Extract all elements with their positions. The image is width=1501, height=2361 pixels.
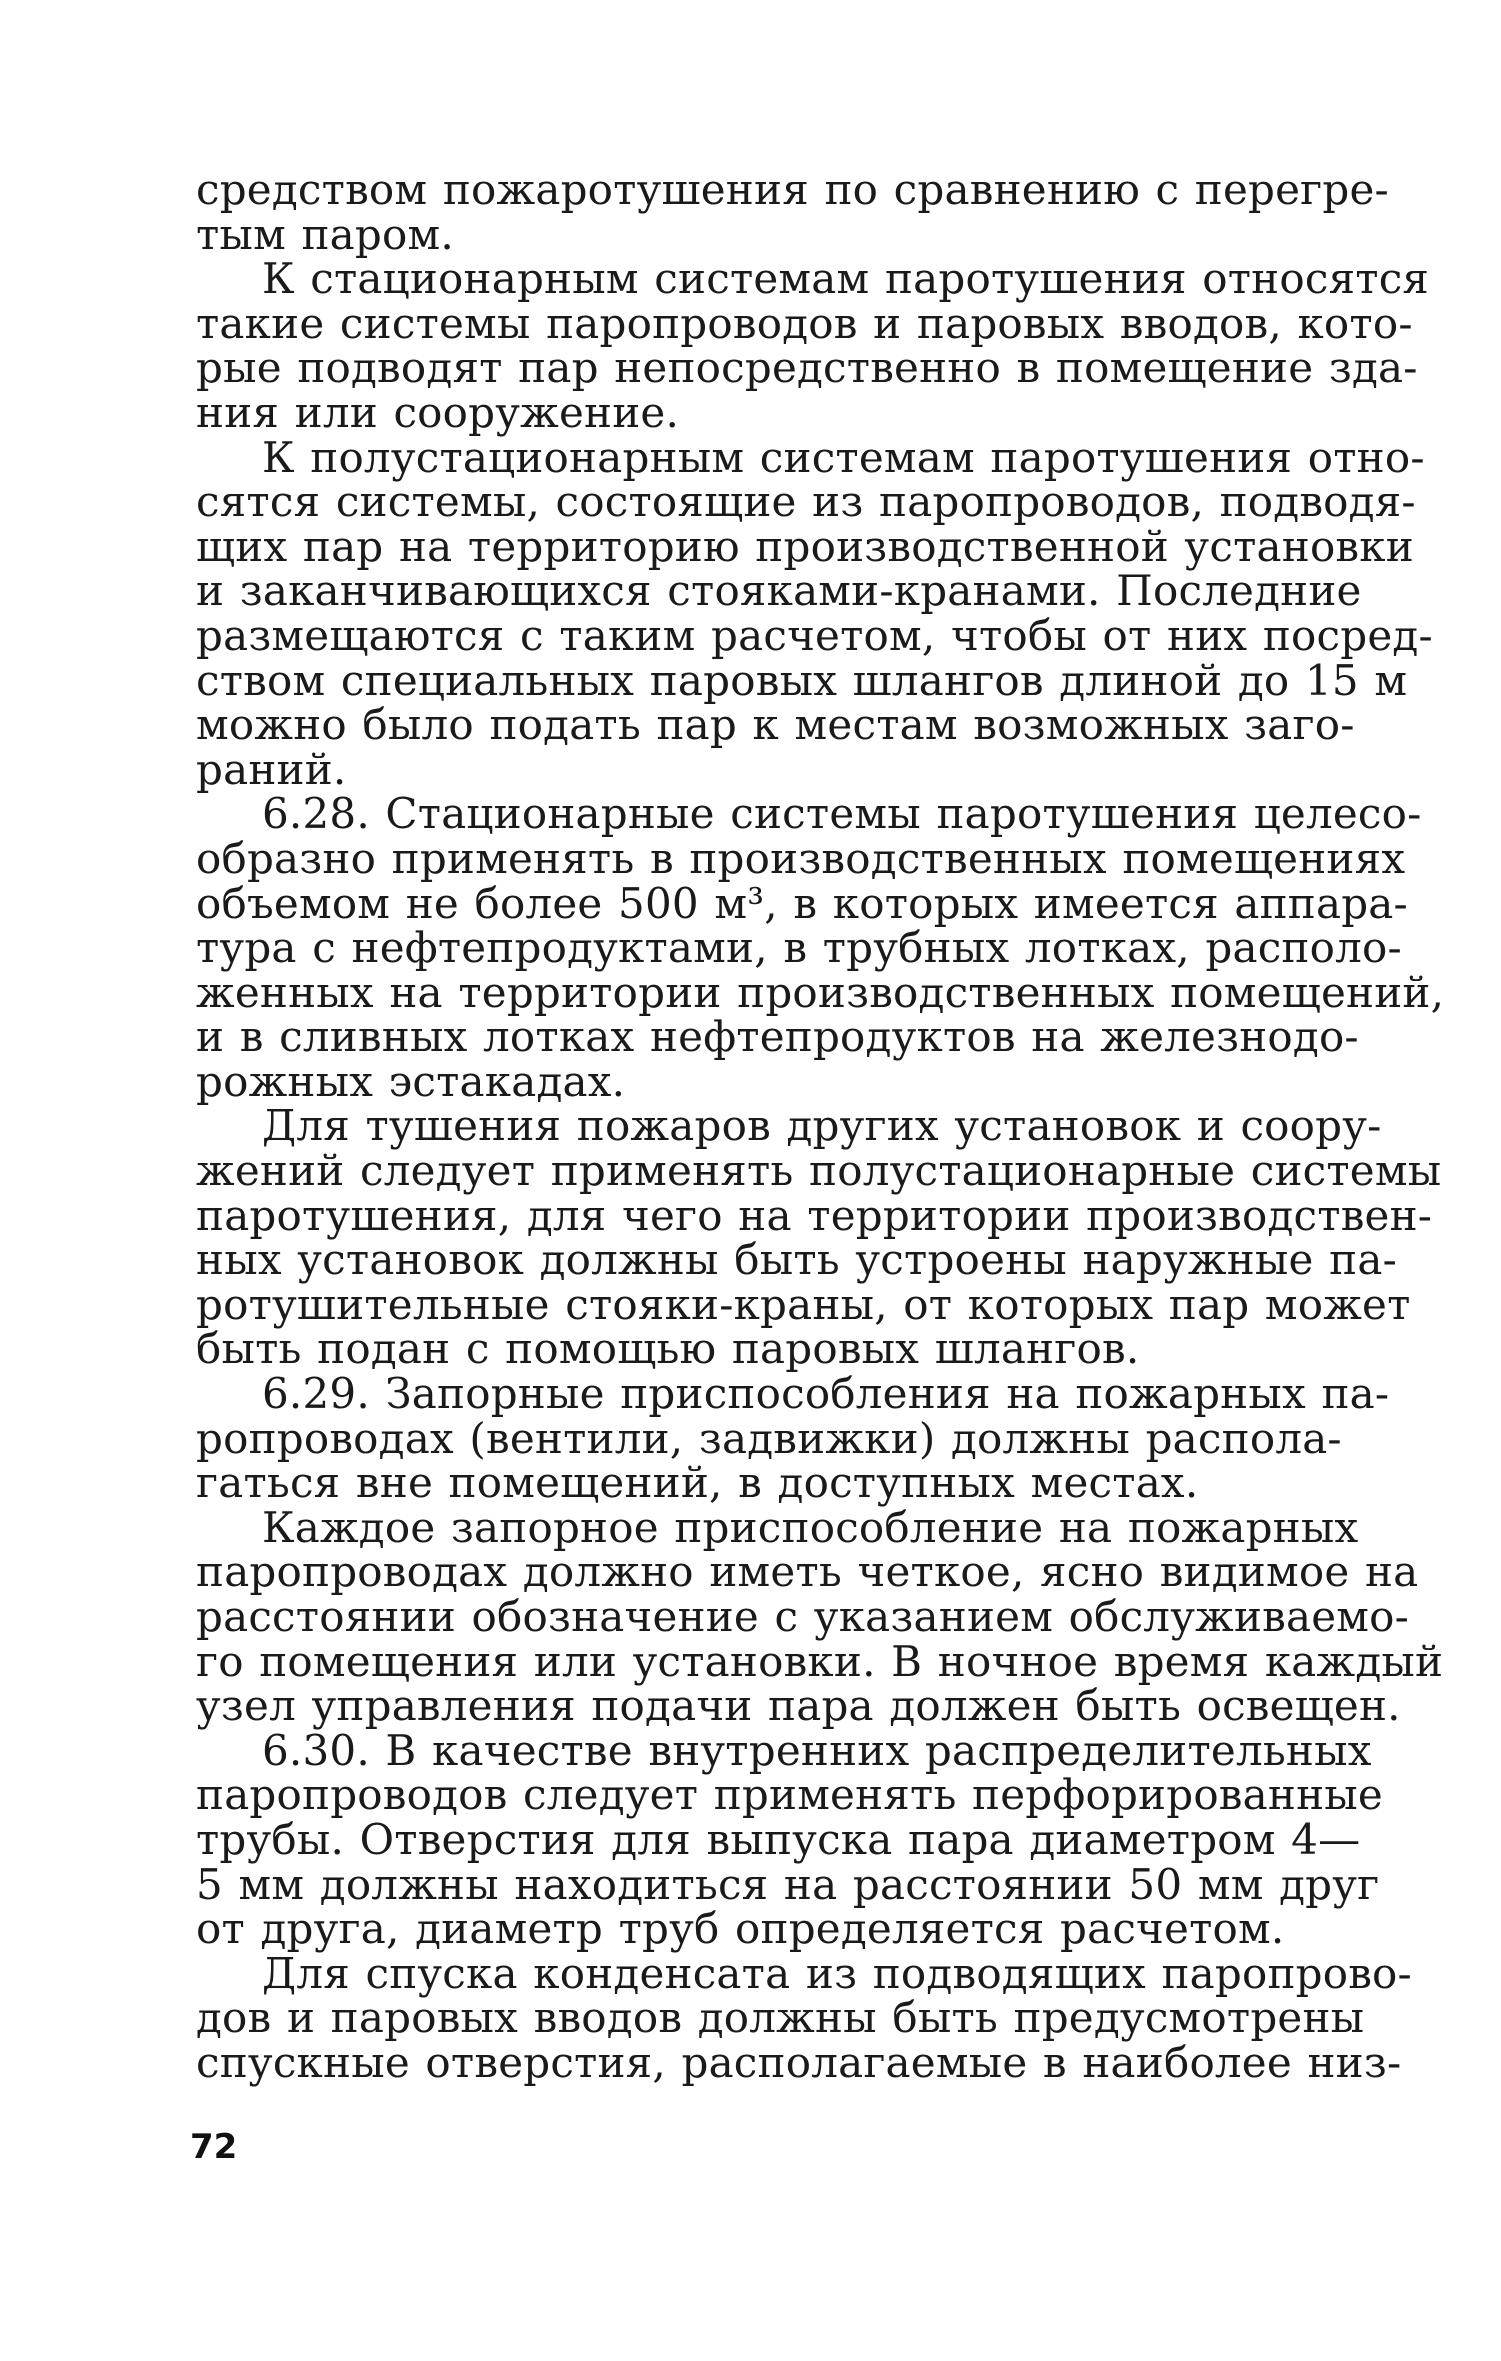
text-line: Для тушения пожаров других установок и соору- [262,1101,1382,1151]
text-line: объемом не более 500 м³, в которых имеется аппара- [196,878,1408,928]
paragraph [196,165,1389,259]
text-line: 6.29. Запорные приспособления на пожарных па- [262,1369,1390,1419]
paragraph [196,1948,1412,2087]
paragraph [196,432,1433,794]
page-body [196,165,1445,2087]
text-line: К полустационарным системам паротушения отно- [262,432,1425,482]
paragraph [196,1725,1383,1954]
text-line: тым паром. [196,209,454,259]
text-line: рые подводят пар непосредственно в помещение зда- [196,343,1418,393]
text-line: паропроводах должно иметь четкое, ясно видимое на [196,1547,1419,1597]
page-number: 72 [190,2127,238,2167]
text-line: раний. [196,744,347,794]
text-line: и заканчивающихся стояками-кранами. Последние [196,566,1362,616]
paragraph [196,1369,1390,1508]
text-line: тура с нефтепродуктами, в трубных лотках, располо- [196,923,1402,973]
text-line: дов и паровых вводов должны быть предусмотрены [196,1993,1365,2043]
text-line: женных на территории производственных помещений, [196,967,1445,1017]
text-line: размещаются с таким расчетом, чтобы от них посред- [196,610,1433,660]
text-line: образно применять в производственных помещениях [196,833,1406,883]
text-line: 5 мм должны находиться на расстоянии 50 мм друг [196,1859,1380,1909]
text-line: ных установок должны быть устроены наружные па- [196,1235,1397,1285]
text-line: гаться вне помещений, в доступных местах. [196,1458,1199,1508]
text-line: Для спуска конденсата из подводящих паропрово- [262,1948,1412,1998]
paragraph [196,789,1445,1106]
text-line: паропроводов следует применять перфорированные [196,1770,1383,1820]
text-line: можно было подать пар к местам возможных заго- [196,700,1355,750]
paragraph [196,1101,1442,1374]
text-line: жений следует применять полустационарные системы [196,1146,1442,1196]
text-line: быть подан с помощью паровых шлангов. [196,1324,1140,1374]
text-line: К стационарным системам паротушения относятся [262,254,1430,304]
text-line: и в сливных лотках нефтепродуктов на железнодо- [196,1012,1359,1062]
text-line: сятся системы, состоящие из паропроводов, подводя- [196,477,1416,527]
text-line: такие системы паропроводов и паровых вводов, кото- [196,298,1413,348]
text-line: ния или сооружение. [196,387,680,437]
text-line: спускные отверстия, располагаемые в наиболее низ- [196,2037,1402,2087]
text-line: 6.28. Стационарные системы паротушения целесо- [262,789,1422,839]
text-line: от друга, диаметр труб определяется расчетом. [196,1904,1285,1954]
text-line: 6.30. В качестве внутренних распределительных [262,1725,1372,1775]
text-line: паротушения, для чего на территории производствен- [196,1190,1433,1240]
text-line: узел управления подачи пара должен быть освещен. [196,1681,1401,1731]
paragraph [196,1502,1444,1731]
text-line: трубы. Отверстия для выпуска пара диаметром 4— [196,1814,1361,1864]
text-line: ротушительные стояки-краны, от которых пар может [196,1279,1411,1329]
text-line: Каждое запорное приспособление на пожарных [262,1502,1359,1552]
text-line: ством специальных паровых шлангов длиной до 15 м [196,655,1408,705]
text-line: щих пар на территорию производственной установки [196,521,1414,571]
text-line: расстоянии обозначение с указанием обслуживаемо- [196,1592,1410,1641]
text-line: рожных эстакадах. [196,1056,626,1106]
text-line: средством пожаротушения по сравнению с перегре- [196,165,1389,214]
text-line: го помещения или установки. В ночное время каждый [196,1636,1444,1686]
paragraph [196,254,1430,437]
text-line: ропроводах (вентили, задвижки) должны распола- [196,1413,1342,1463]
